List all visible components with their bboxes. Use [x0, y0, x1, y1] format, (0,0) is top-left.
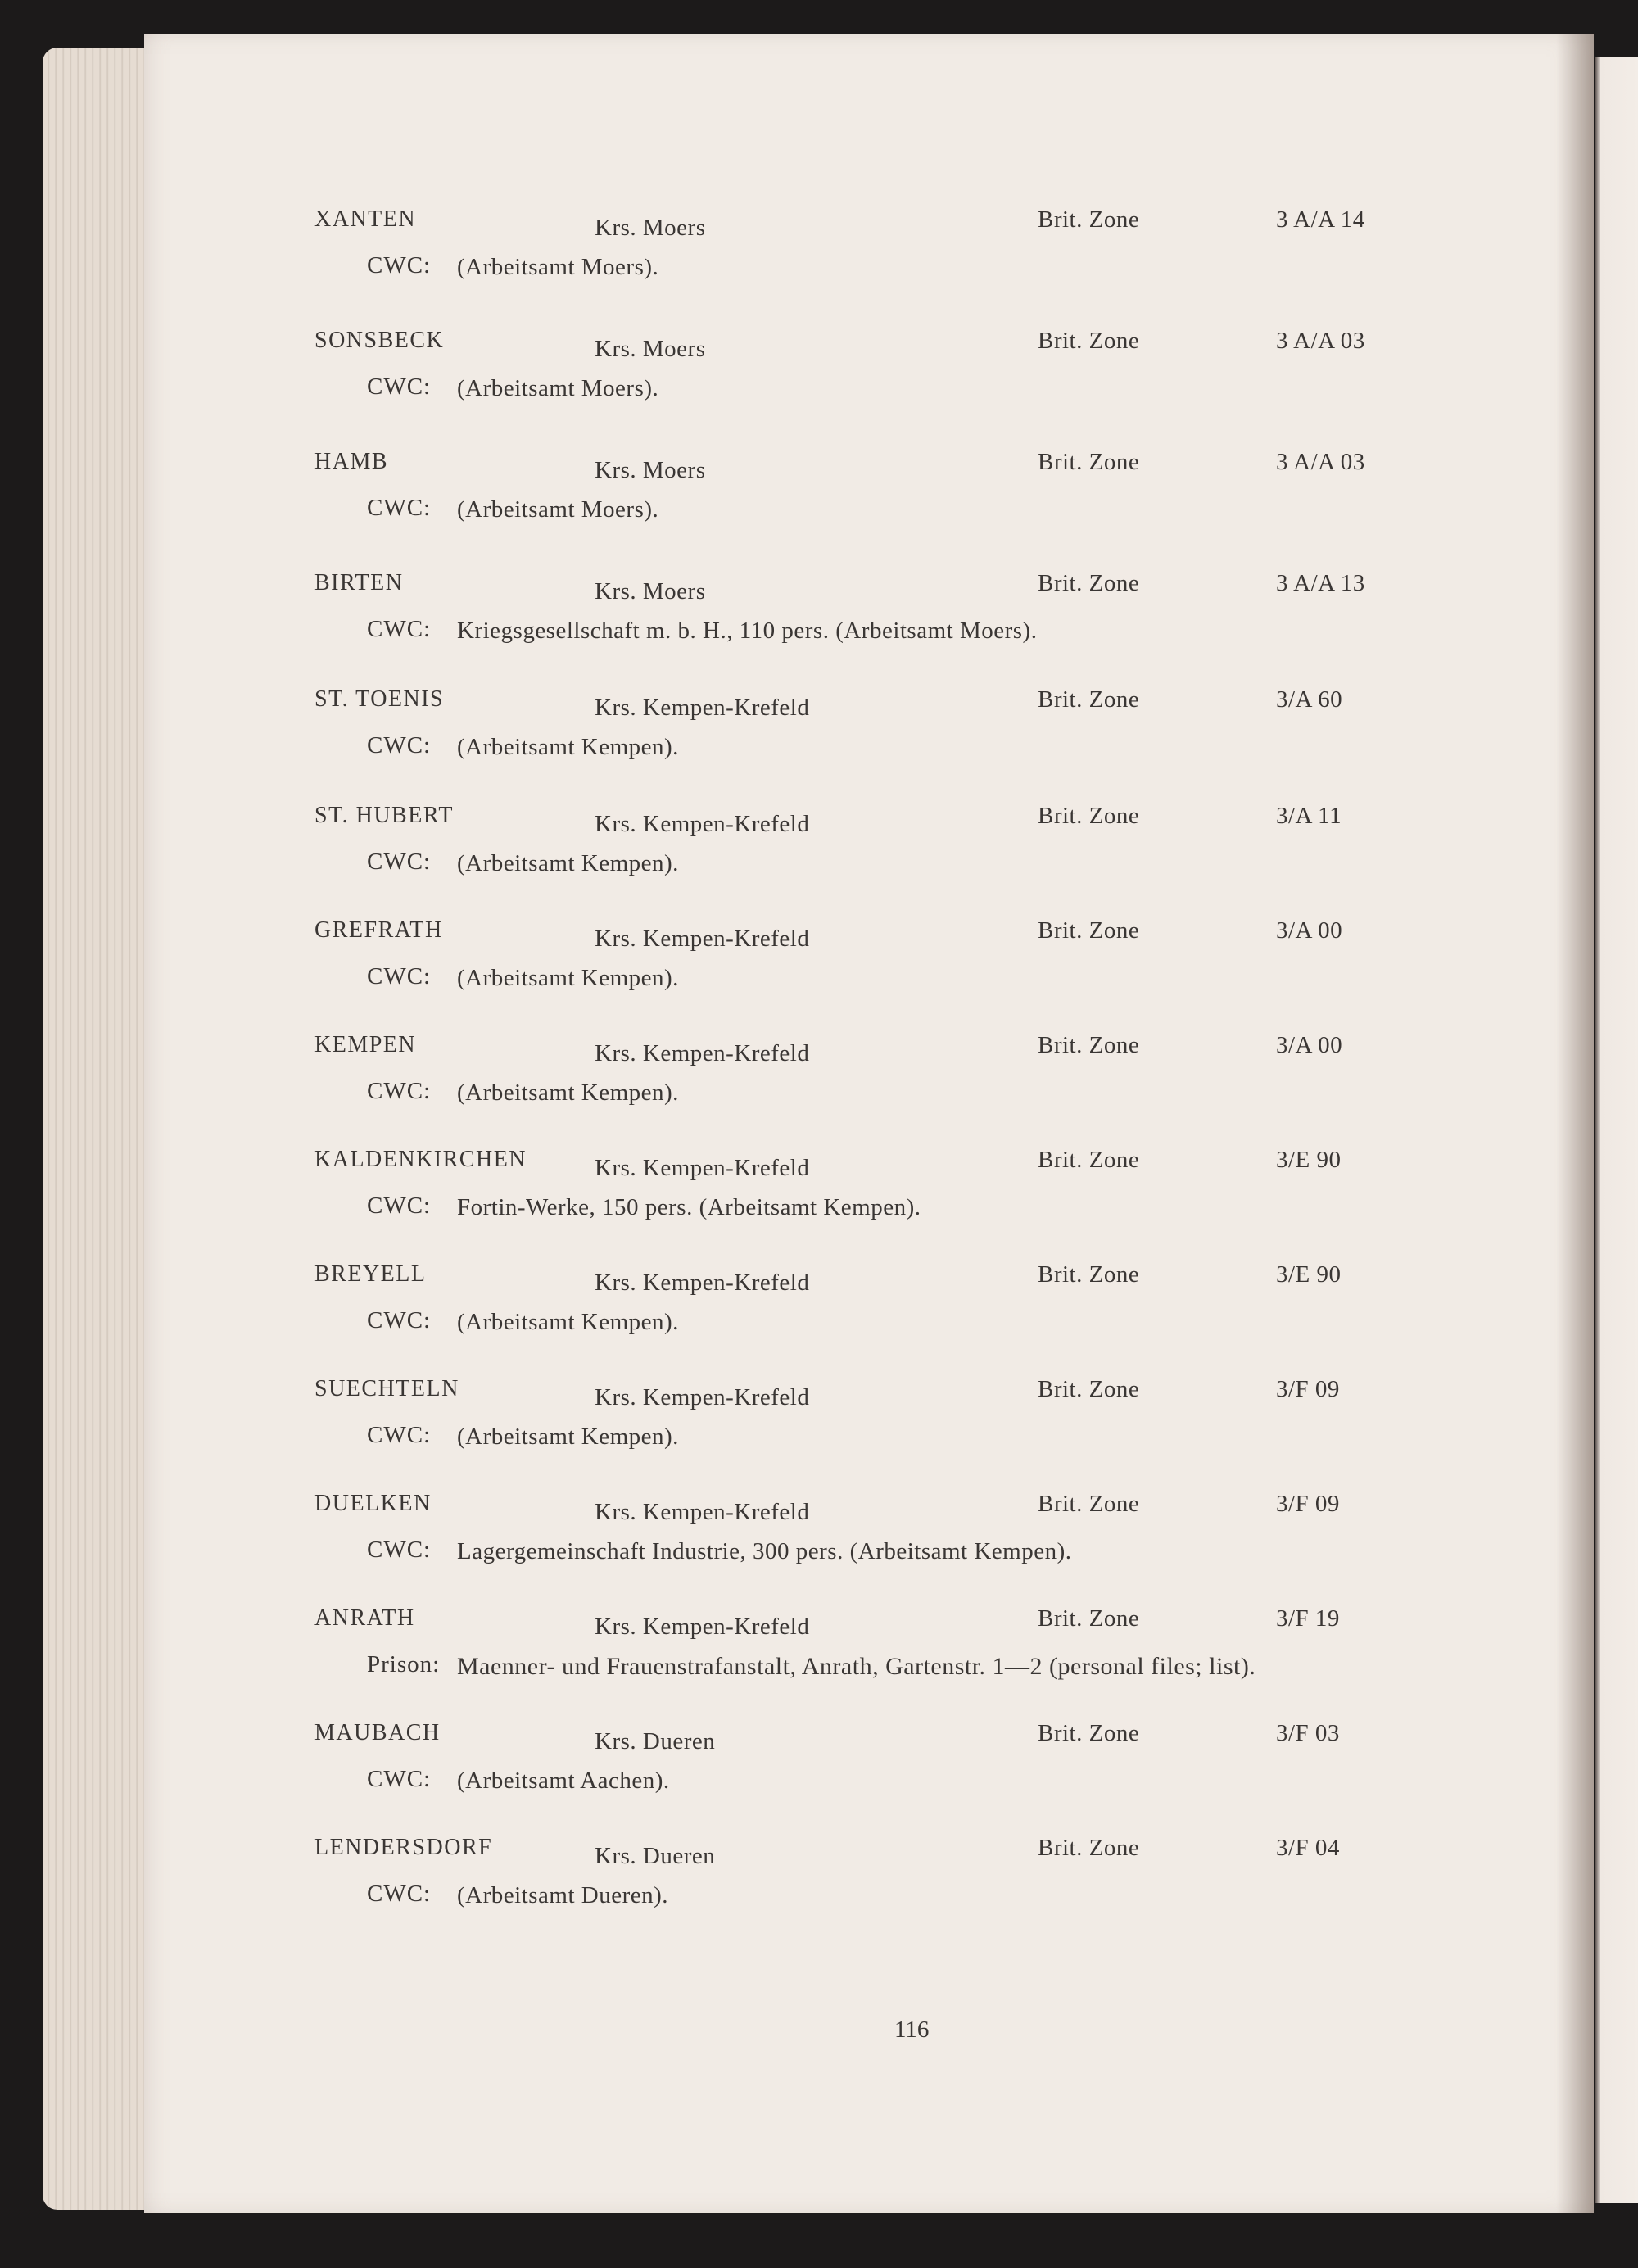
reference-code: 3/F 19 [1276, 1605, 1340, 1632]
entry-label: CWC: [367, 1307, 432, 1333]
district: Krs. Moers [595, 578, 706, 604]
list-item [0, 206, 1638, 313]
place-name: ANRATH [314, 1605, 415, 1631]
entry-detail: (Arbeitsamt Kempen). [457, 1309, 679, 1335]
district: Krs. Moers [595, 215, 706, 241]
entry-detail: (Arbeitsamt Moers). [457, 496, 659, 523]
zone: Brit. Zone [1038, 570, 1140, 596]
entry-label: CWC: [367, 849, 432, 875]
list-item [0, 1491, 1638, 1597]
entry-label: CWC: [367, 963, 432, 989]
entry-detail: Maenner- und Frauenstrafanstalt, Anrath, Gartenstr. 1—2 (personal files; list). [457, 1653, 1256, 1680]
zone: Brit. Zone [1038, 1376, 1140, 1402]
list-item [0, 1261, 1638, 1368]
zone: Brit. Zone [1038, 1032, 1140, 1058]
reference-code: 3/A 11 [1276, 803, 1342, 829]
zone: Brit. Zone [1038, 328, 1140, 354]
place-name: LENDERSDORF [314, 1835, 493, 1860]
district: Krs. Kempen-Krefeld [595, 926, 810, 952]
district: Krs. Kempen-Krefeld [595, 1384, 810, 1410]
zone: Brit. Zone [1038, 686, 1140, 713]
place-name: MAUBACH [314, 1720, 441, 1745]
reference-code: 3/F 09 [1276, 1491, 1340, 1517]
entry-detail: Lagergemeinschaft Industrie, 300 pers. (Arbeitsamt Kempen). [457, 1538, 1072, 1564]
zone: Brit. Zone [1038, 449, 1140, 475]
district: Krs. Moers [595, 457, 706, 483]
district: Krs. Dueren [595, 1728, 716, 1754]
list-item [0, 449, 1638, 555]
list-item [0, 917, 1638, 1024]
reference-code: 3/F 09 [1276, 1376, 1340, 1402]
district: Krs. Kempen-Krefeld [595, 1040, 810, 1066]
list-item [0, 1605, 1638, 1712]
place-name: BREYELL [314, 1261, 427, 1287]
entry-detail: (Arbeitsamt Aachen). [457, 1768, 670, 1794]
list-item [0, 1032, 1638, 1139]
entry-detail: (Arbeitsamt Kempen). [457, 850, 679, 876]
district: Krs. Dueren [595, 1843, 716, 1869]
entry-detail: (Arbeitsamt Kempen). [457, 1080, 679, 1106]
reference-code: 3/A 60 [1276, 686, 1343, 713]
entry-label: CWC: [367, 373, 432, 400]
place-name: ST. TOENIS [314, 686, 445, 712]
zone: Brit. Zone [1038, 1261, 1140, 1288]
list-item [0, 328, 1638, 434]
entry-detail: (Arbeitsamt Kempen). [457, 734, 679, 760]
list-item [0, 1147, 1638, 1253]
entry-label: CWC: [367, 1766, 432, 1792]
entry-label: CWC: [367, 1537, 432, 1563]
entry-label: CWC: [367, 1422, 432, 1448]
place-name: BIRTEN [314, 570, 404, 595]
entry-label: CWC: [367, 1078, 432, 1104]
entry-label: CWC: [367, 732, 432, 758]
entry-label: CWC: [367, 495, 432, 521]
list-item [0, 1720, 1638, 1827]
list-item [0, 1376, 1638, 1483]
zone: Brit. Zone [1038, 1835, 1140, 1861]
zone: Brit. Zone [1038, 1720, 1140, 1746]
zone: Brit. Zone [1038, 1147, 1140, 1173]
entry-label: CWC: [367, 1881, 432, 1907]
place-name: GREFRATH [314, 917, 443, 943]
district: Krs. Kempen-Krefeld [595, 1614, 810, 1640]
zone: Brit. Zone [1038, 917, 1140, 944]
entry-label: CWC: [367, 252, 432, 278]
district: Krs. Moers [595, 336, 706, 362]
list-item [0, 1835, 1638, 1941]
reference-code: 3 A/A 03 [1276, 449, 1365, 475]
entry-detail: (Arbeitsamt Moers). [457, 254, 659, 280]
place-name: XANTEN [314, 206, 417, 232]
zone: Brit. Zone [1038, 1491, 1140, 1517]
zone: Brit. Zone [1038, 803, 1140, 829]
entry-detail: (Arbeitsamt Kempen). [457, 1424, 679, 1450]
reference-code: 3/A 00 [1276, 917, 1343, 944]
reference-code: 3 A/A 13 [1276, 570, 1365, 596]
list-item [0, 570, 1638, 677]
district: Krs. Kempen-Krefeld [595, 811, 810, 837]
entry-detail: Kriegsgesellschaft m. b. H., 110 pers. (Arbeitsamt Moers). [457, 618, 1038, 644]
reference-code: 3 A/A 03 [1276, 328, 1365, 354]
place-name: KALDENKIRCHEN [314, 1147, 527, 1172]
page-number: 116 [894, 2017, 930, 2043]
entry-detail: (Arbeitsamt Kempen). [457, 965, 679, 991]
reference-code: 3/E 90 [1276, 1147, 1342, 1173]
reference-code: 3/A 00 [1276, 1032, 1343, 1058]
reference-code: 3 A/A 14 [1276, 206, 1365, 233]
entry-label: Prison: [367, 1651, 441, 1677]
entry-detail: Fortin-Werke, 150 pers. (Arbeitsamt Kempen). [457, 1194, 921, 1220]
entry-label: CWC: [367, 616, 432, 642]
reference-code: 3/E 90 [1276, 1261, 1342, 1288]
list-item [0, 686, 1638, 793]
zone: Brit. Zone [1038, 1605, 1140, 1632]
district: Krs. Kempen-Krefeld [595, 1155, 810, 1181]
reference-code: 3/F 04 [1276, 1835, 1340, 1861]
place-name: KEMPEN [314, 1032, 417, 1057]
place-name: ST. HUBERT [314, 803, 454, 828]
district: Krs. Kempen-Krefeld [595, 1499, 810, 1525]
place-name: SONSBECK [314, 328, 445, 353]
entry-detail: (Arbeitsamt Dueren). [457, 1882, 669, 1908]
place-name: SUECHTELN [314, 1376, 459, 1401]
district: Krs. Kempen-Krefeld [595, 695, 810, 721]
reference-code: 3/F 03 [1276, 1720, 1340, 1746]
entry-detail: (Arbeitsamt Moers). [457, 375, 659, 401]
list-item [0, 803, 1638, 909]
place-name: HAMB [314, 449, 389, 474]
place-name: DUELKEN [314, 1491, 432, 1516]
district: Krs. Kempen-Krefeld [595, 1270, 810, 1296]
zone: Brit. Zone [1038, 206, 1140, 233]
entry-label: CWC: [367, 1193, 432, 1219]
